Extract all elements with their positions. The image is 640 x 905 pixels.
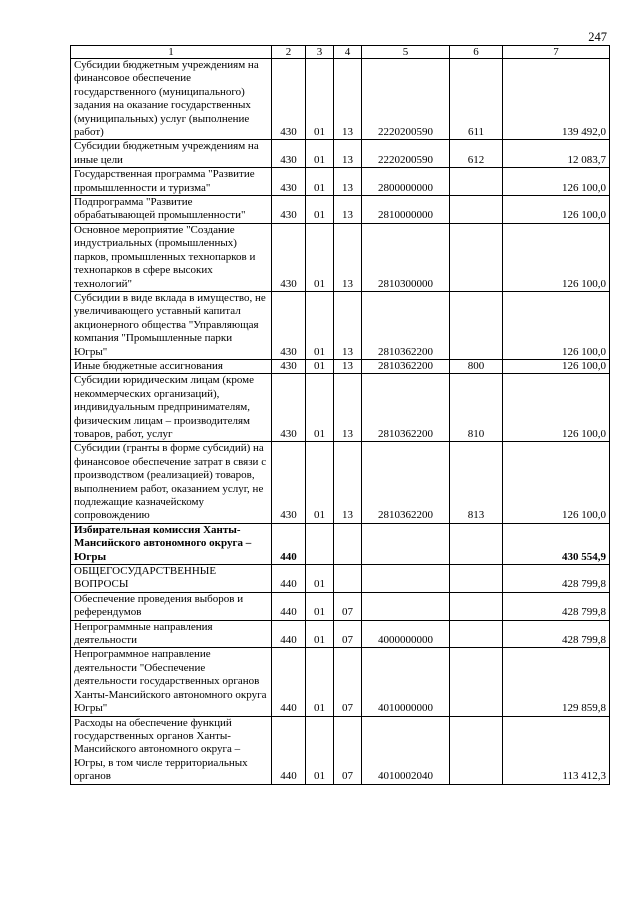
- subsection-code: 13: [334, 374, 362, 442]
- admin-code: 430: [272, 223, 306, 291]
- amount: 126 100,0: [503, 196, 610, 224]
- admin-code: 440: [272, 523, 306, 564]
- target-article-code: 2800000000: [362, 168, 450, 196]
- expense-type-code: [450, 592, 503, 620]
- target-article-code: [362, 592, 450, 620]
- column-header: 1: [71, 46, 272, 59]
- amount: 126 100,0: [503, 291, 610, 359]
- section-code: 01: [306, 374, 334, 442]
- table-row: [71, 592, 610, 620]
- table-row: [71, 140, 610, 168]
- subsection-code: 13: [334, 168, 362, 196]
- section-code: 01: [306, 359, 334, 373]
- section-code: 01: [306, 620, 334, 648]
- row-name: Субсидии бюджетным учреждениям на иные цели: [71, 140, 272, 168]
- admin-code: 430: [272, 291, 306, 359]
- amount: 428 799,8: [503, 565, 610, 593]
- expense-type-code: 611: [450, 59, 503, 140]
- subsection-code: [334, 565, 362, 593]
- table-row: [71, 374, 610, 442]
- expense-type-code: 612: [450, 140, 503, 168]
- section-code: [306, 523, 334, 564]
- amount: 113 412,3: [503, 716, 610, 784]
- row-name: Иные бюджетные ассигнования: [71, 359, 272, 373]
- row-name: Основное мероприятие "Создание индустриальных (промышленных) парков, промышленных технопарков и технопарков в сфере высоких технологий": [71, 223, 272, 291]
- target-article-code: 2810362200: [362, 374, 450, 442]
- table-row: [71, 565, 610, 593]
- table-row: [71, 196, 610, 224]
- admin-code: 430: [272, 140, 306, 168]
- subsection-code: 13: [334, 223, 362, 291]
- row-name: Расходы на обеспечение функций государственных органов Ханты-Мансийского автономного округа – Югры, в том числе территориальных органов: [71, 716, 272, 784]
- amount: 126 100,0: [503, 359, 610, 373]
- section-code: 01: [306, 716, 334, 784]
- admin-code: 430: [272, 442, 306, 523]
- row-name: Субсидии бюджетным учреждениям на финансовое обеспечение государственного (муниципального) задания на оказание государственных (муниципальных) услуг (выполнение работ): [71, 59, 272, 140]
- row-name: Непрограммное направление деятельности "Обеспечение деятельности государственных органов Ханты-Мансийского автономного округа Югры": [71, 648, 272, 716]
- expense-type-code: 810: [450, 374, 503, 442]
- expense-type-code: [450, 223, 503, 291]
- target-article-code: 4000000000: [362, 620, 450, 648]
- subsection-code: 07: [334, 592, 362, 620]
- expense-type-code: [450, 565, 503, 593]
- section-code: 01: [306, 442, 334, 523]
- expense-type-code: [450, 648, 503, 716]
- column-header: 3: [306, 46, 334, 59]
- admin-code: 430: [272, 359, 306, 373]
- subsection-code: 07: [334, 716, 362, 784]
- table-row: [71, 359, 610, 373]
- admin-code: 440: [272, 565, 306, 593]
- amount: 430 554,9: [503, 523, 610, 564]
- subsection-code: 13: [334, 140, 362, 168]
- amount: 428 799,8: [503, 592, 610, 620]
- subsection-code: 13: [334, 196, 362, 224]
- expense-type-code: [450, 291, 503, 359]
- column-header: 7: [503, 46, 610, 59]
- admin-code: 440: [272, 648, 306, 716]
- section-code: 01: [306, 592, 334, 620]
- table-header-row: [71, 46, 610, 59]
- subsection-code: 13: [334, 359, 362, 373]
- table-row: [71, 223, 610, 291]
- target-article-code: 4010002040: [362, 716, 450, 784]
- section-code: 01: [306, 291, 334, 359]
- expense-type-code: 813: [450, 442, 503, 523]
- target-article-code: 2810000000: [362, 196, 450, 224]
- subsection-code: 13: [334, 442, 362, 523]
- target-article-code: 2220200590: [362, 59, 450, 140]
- row-name: Субсидии юридическим лицам (кроме некоммерческих организаций), индивидуальным предпринимателям, физическим лицам – производителям товаров, работ, услуг: [71, 374, 272, 442]
- table-row: [71, 168, 610, 196]
- column-header: 4: [334, 46, 362, 59]
- target-article-code: [362, 523, 450, 564]
- amount: 126 100,0: [503, 374, 610, 442]
- subsection-code: 13: [334, 59, 362, 140]
- expense-type-code: [450, 196, 503, 224]
- table-row: [71, 291, 610, 359]
- admin-code: 430: [272, 374, 306, 442]
- section-code: 01: [306, 168, 334, 196]
- page-number: 247: [588, 30, 607, 44]
- row-name: Государственная программа "Развитие промышленности и туризма": [71, 168, 272, 196]
- row-name: Субсидии в виде вклада в имущество, не увеличивающего уставный капитал акционерного общества "Управляющая компания "Промышленные парки Югры": [71, 291, 272, 359]
- table-row: [71, 523, 610, 564]
- expense-type-code: [450, 523, 503, 564]
- target-article-code: 2810362200: [362, 442, 450, 523]
- subsection-code: [334, 523, 362, 564]
- table-row: [71, 59, 610, 140]
- expense-type-code: [450, 716, 503, 784]
- section-code: 01: [306, 140, 334, 168]
- row-name: Субсидии (гранты в форме субсидий) на финансовое обеспечение затрат в связи с производством (реализацией) товаров, выполнением работ, оказанием услуг, не подлежащие казначейскому сопровождению: [71, 442, 272, 523]
- amount: 12 083,7: [503, 140, 610, 168]
- admin-code: 430: [272, 168, 306, 196]
- expense-type-code: [450, 620, 503, 648]
- amount: 428 799,8: [503, 620, 610, 648]
- section-code: 01: [306, 648, 334, 716]
- column-header: 5: [362, 46, 450, 59]
- table-row: [71, 620, 610, 648]
- amount: 139 492,0: [503, 59, 610, 140]
- target-article-code: 2220200590: [362, 140, 450, 168]
- row-name: Избирательная комиссия Ханты-Мансийского автономного округа – Югры: [71, 523, 272, 564]
- target-article-code: 2810362200: [362, 359, 450, 373]
- target-article-code: 2810362200: [362, 291, 450, 359]
- subsection-code: 07: [334, 648, 362, 716]
- section-code: 01: [306, 196, 334, 224]
- admin-code: 430: [272, 196, 306, 224]
- section-code: 01: [306, 59, 334, 140]
- expense-type-code: [450, 168, 503, 196]
- target-article-code: [362, 565, 450, 593]
- admin-code: 430: [272, 59, 306, 140]
- table-row: [71, 648, 610, 716]
- row-name: Подпрограмма "Развитие обрабатывающей промышленности": [71, 196, 272, 224]
- expense-type-code: 800: [450, 359, 503, 373]
- target-article-code: 4010000000: [362, 648, 450, 716]
- admin-code: 440: [272, 716, 306, 784]
- column-header: 6: [450, 46, 503, 59]
- section-code: 01: [306, 565, 334, 593]
- table-row: [71, 442, 610, 523]
- admin-code: 440: [272, 620, 306, 648]
- amount: 129 859,8: [503, 648, 610, 716]
- amount: 126 100,0: [503, 223, 610, 291]
- amount: 126 100,0: [503, 442, 610, 523]
- subsection-code: 13: [334, 291, 362, 359]
- admin-code: 440: [272, 592, 306, 620]
- row-name: Непрограммные направления деятельности: [71, 620, 272, 648]
- table-row: [71, 716, 610, 784]
- row-name: ОБЩЕГОСУДАРСТВЕННЫЕ ВОПРОСЫ: [71, 565, 272, 593]
- row-name: Обеспечение проведения выборов и референдумов: [71, 592, 272, 620]
- amount: 126 100,0: [503, 168, 610, 196]
- target-article-code: 2810300000: [362, 223, 450, 291]
- section-code: 01: [306, 223, 334, 291]
- subsection-code: 07: [334, 620, 362, 648]
- column-header: 2: [272, 46, 306, 59]
- budget-table: [70, 45, 610, 785]
